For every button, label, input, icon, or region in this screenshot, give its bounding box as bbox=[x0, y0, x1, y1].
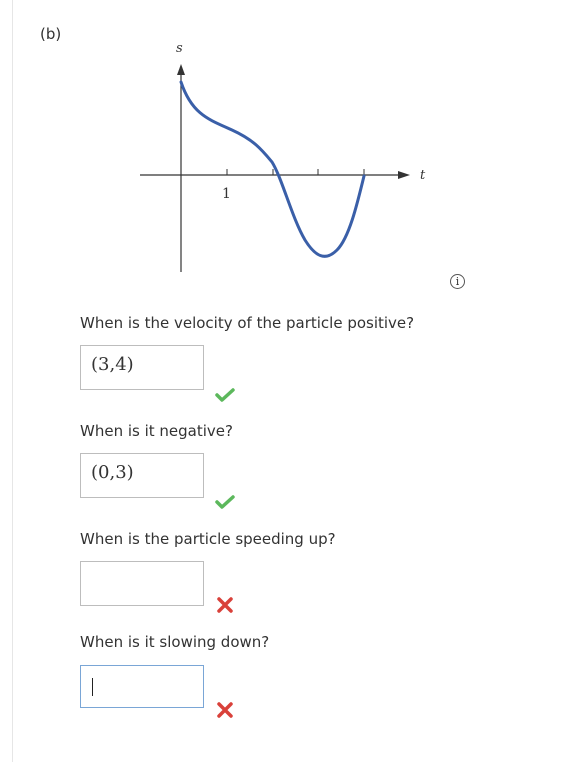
correct-check-icon bbox=[215, 387, 235, 403]
correct-check-icon bbox=[215, 494, 235, 510]
question-velocity-positive: When is the velocity of the particle positive? bbox=[80, 314, 415, 332]
question-velocity-negative: When is it negative? bbox=[80, 422, 233, 440]
answer-slowing-down-input[interactable] bbox=[80, 665, 204, 708]
x-axis-label: t bbox=[420, 168, 426, 183]
y-axis-arrow bbox=[177, 64, 185, 75]
info-icon[interactable]: i bbox=[450, 274, 465, 289]
question-speeding-up: When is the particle speeding up? bbox=[80, 530, 336, 548]
answer-velocity-positive-input[interactable]: (3,4) bbox=[80, 345, 204, 390]
x-axis-arrow bbox=[398, 171, 410, 179]
x-tick-label-1: 1 bbox=[222, 186, 231, 202]
answer-speeding-up-input[interactable] bbox=[80, 561, 204, 606]
incorrect-x-icon bbox=[215, 702, 235, 718]
question-slowing-down: When is it slowing down? bbox=[80, 633, 270, 651]
y-axis-label: s bbox=[176, 41, 183, 56]
incorrect-x-icon bbox=[215, 597, 235, 613]
text-cursor bbox=[92, 678, 93, 696]
answer-velocity-negative-input[interactable]: (0,3) bbox=[80, 453, 204, 498]
position-time-graph bbox=[0, 0, 571, 300]
part-label: (b) bbox=[40, 25, 62, 43]
